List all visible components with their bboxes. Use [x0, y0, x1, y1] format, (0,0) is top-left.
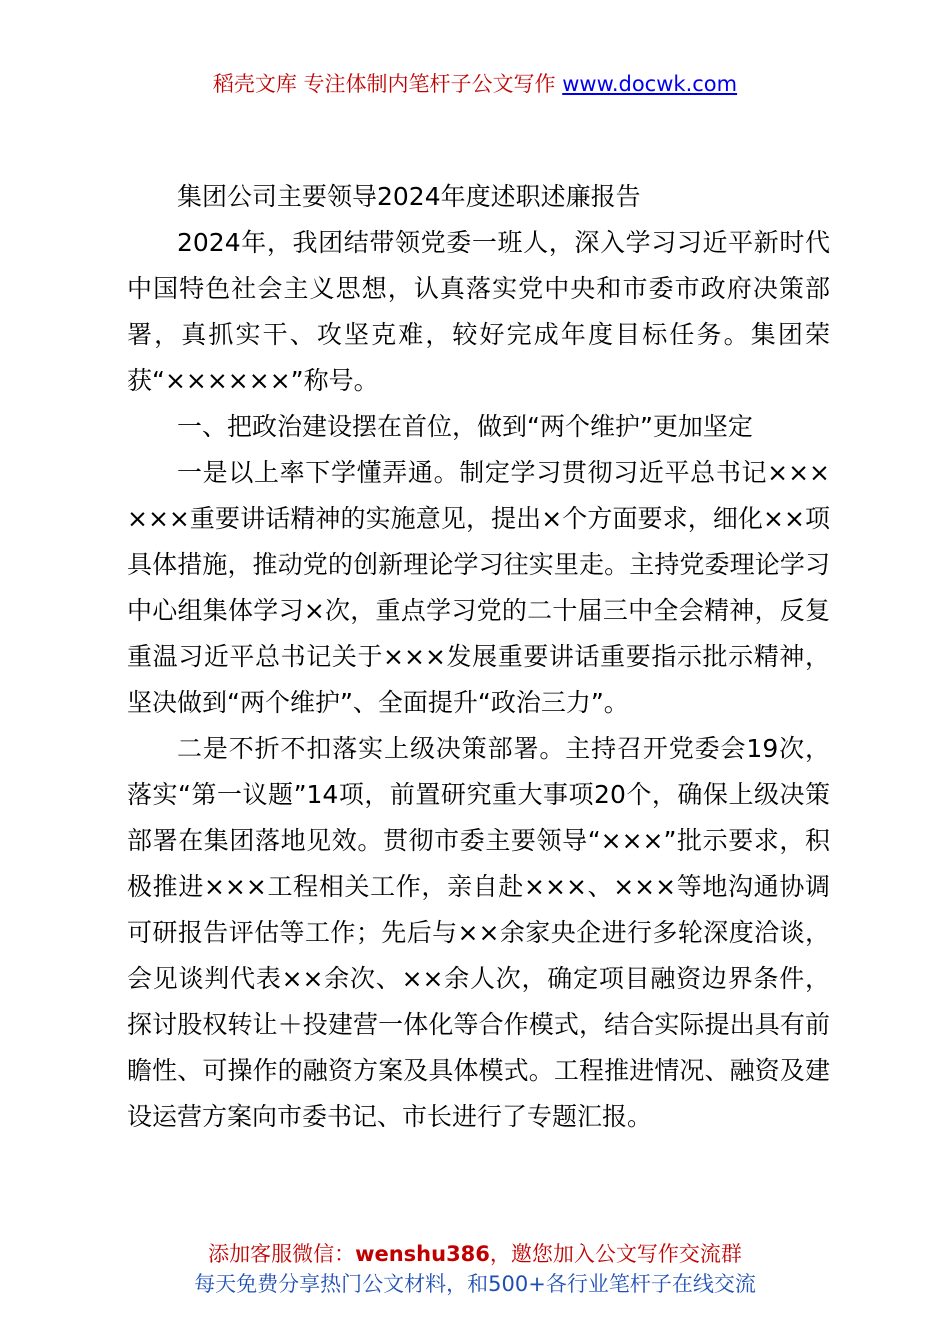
footer-contact-suffix: ，邀您加入公文写作交流群: [489, 1242, 742, 1266]
paragraph-intro: 2024年，我团结带领党委一班人，深入学习习近平新时代中国特色社会主义思想，认真落实党中央和市委市政府决策部署，真抓实干、攻坚克难，较好完成年度目标任务。集团荣获“××××××”称号。: [127, 228, 830, 395]
brand-slogan: 稻壳文库 专注体制内笔杆子公文写作: [212, 72, 563, 96]
wechat-id: wenshu386: [355, 1242, 490, 1266]
page-footer: [0, 1239, 950, 1299]
footer-contact-prefix: 添加客服微信：: [208, 1242, 356, 1266]
paragraph-item-1: 一是以上率下学懂弄通。制定学习贯彻习近平总书记××××××重要讲话精神的实施意见，提出×个方面要求，细化××项具体措施，推动党的创新理论学习往实里走。主持党委理论学习中心组集体学习×次，重点学习党的二十届三中全会精神，反复重温习近平总书记关于×××发展重要讲话重要指示批示精神，坚决做到“两个维护”、全面提升“政治三力”。: [127, 458, 830, 717]
paragraph-item-2: 二是不折不扣落实上级决策部署。主持召开党委会19次，落实“第一议题”14项，前置研究重大事项20个，确保上级决策部署在集团落地见效。贯彻市委主要领导“×××”批示要求，积极推进×××工程相关工作，亲自赴×××、×××等地沟通协调可研报告评估等工作；先后与××余家央企进行多轮深度洽谈，会见谈判代表××余次、××余人次，确定项目融资边界条件，探讨股权转让＋投建营一体化等合作模式，结合实际提出具有前瞻性、可操作的融资方案及具体模式。工程推进情况、融资及建设运营方案向市委书记、市长进行了专题汇报。: [127, 734, 830, 1131]
page-header: [0, 70, 950, 98]
footer-contact-line: [0, 1239, 950, 1269]
section-heading-1: 一、把政治建设摆在首位，做到“两个维护”更加坚定: [177, 412, 753, 441]
footer-promo-line: 每天免费分享热门公文材料，和500+各行业笔杆子在线交流: [194, 1272, 756, 1296]
document-title: 集团公司主要领导2024年度述职述廉报告: [177, 182, 641, 211]
document-body: [127, 174, 830, 1140]
website-link[interactable]: www.docwk.com: [562, 72, 738, 96]
